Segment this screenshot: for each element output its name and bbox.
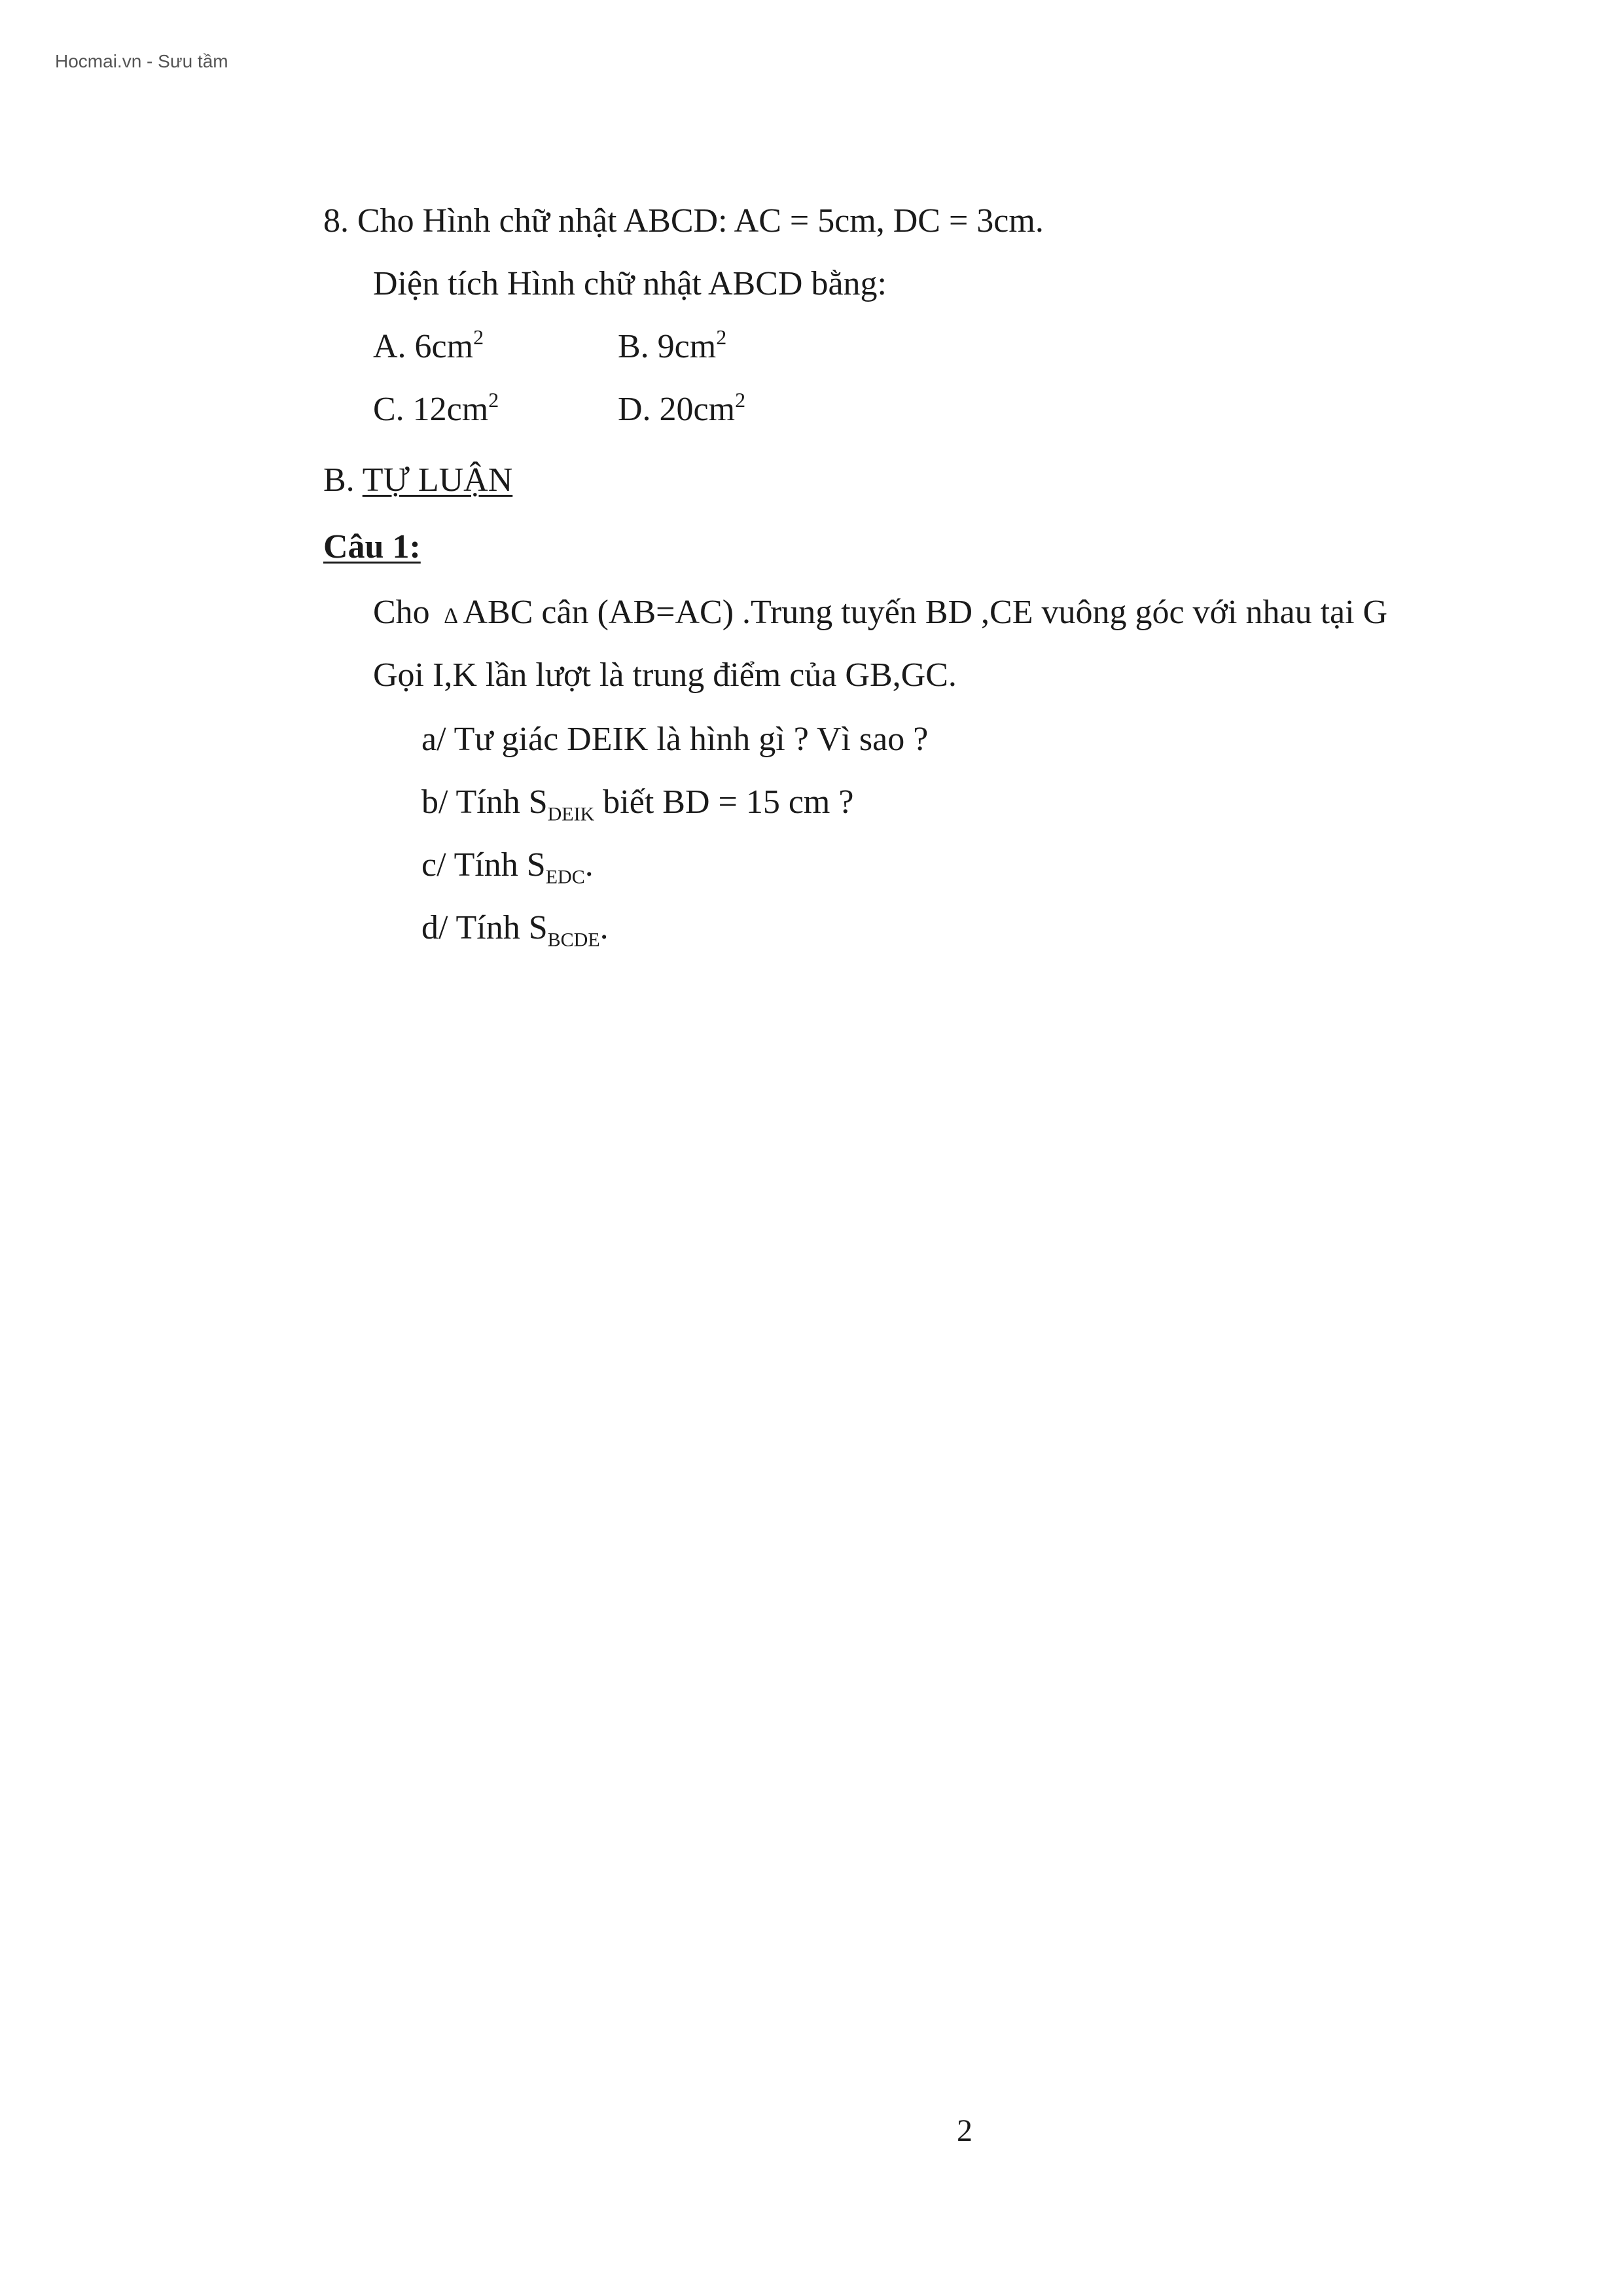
part-b-prefix: b/ Tính S (421, 783, 548, 821)
option-b (618, 327, 726, 367)
option-d-exponent: 2 (735, 387, 746, 412)
option-d (618, 387, 746, 429)
option-c-label: C. 12cm (373, 391, 489, 428)
part-b-subscript: DEIK (547, 803, 595, 825)
part-c (421, 846, 594, 888)
option-a-label: A. 6cm (373, 328, 474, 365)
section-b-prefix: B. (323, 461, 355, 499)
cau-1-intro-rest: ABC cân (AB=AC) .Trung tuyến BD ,CE vuông góc với nhau tại G (463, 594, 1388, 631)
cau-1-line-2: Gọi I,K lần lượt là trung điểm của GB,GC. (373, 656, 957, 694)
option-d-label: D. 20cm (618, 391, 736, 428)
section-b-heading (323, 461, 512, 500)
cau-1-intro-prefix: Cho (373, 594, 430, 631)
option-c (373, 387, 499, 429)
part-c-subscript: EDC (545, 866, 585, 888)
cau-1-heading: Câu 1: (323, 528, 421, 565)
cau-1-intro (373, 593, 1387, 636)
page-number: 2 (957, 2113, 972, 2148)
option-a (373, 327, 484, 367)
option-b-exponent: 2 (716, 325, 727, 349)
part-d-rest: . (599, 909, 609, 946)
part-c-prefix: c/ Tính S (421, 846, 546, 884)
question-8-stem: 8. Cho Hình chữ nhật ABCD: AC = 5cm, DC = 3cm. (323, 202, 1044, 240)
part-a: a/ Tư giác DEIK là hình gì ? Vì sao ? (421, 721, 929, 758)
option-b-label: B. 9cm (618, 328, 717, 365)
triangle-icon: ∆ (444, 604, 458, 628)
option-a-exponent: 2 (473, 325, 484, 349)
part-d-prefix: d/ Tính S (421, 909, 548, 946)
part-b (421, 783, 854, 825)
option-c-exponent: 2 (488, 387, 499, 412)
question-8-prompt: Diện tích Hình chữ nhật ABCD bằng: (373, 265, 887, 302)
part-d-subscript: BCDE (547, 929, 600, 951)
part-c-rest: . (584, 846, 594, 884)
part-d (421, 908, 609, 951)
watermark-text: Hocmai.vn - Sưu tầm (55, 51, 228, 71)
section-b-title: TỰ LUẬN (362, 461, 513, 499)
part-b-rest: biết BD = 15 cm ? (594, 783, 854, 821)
